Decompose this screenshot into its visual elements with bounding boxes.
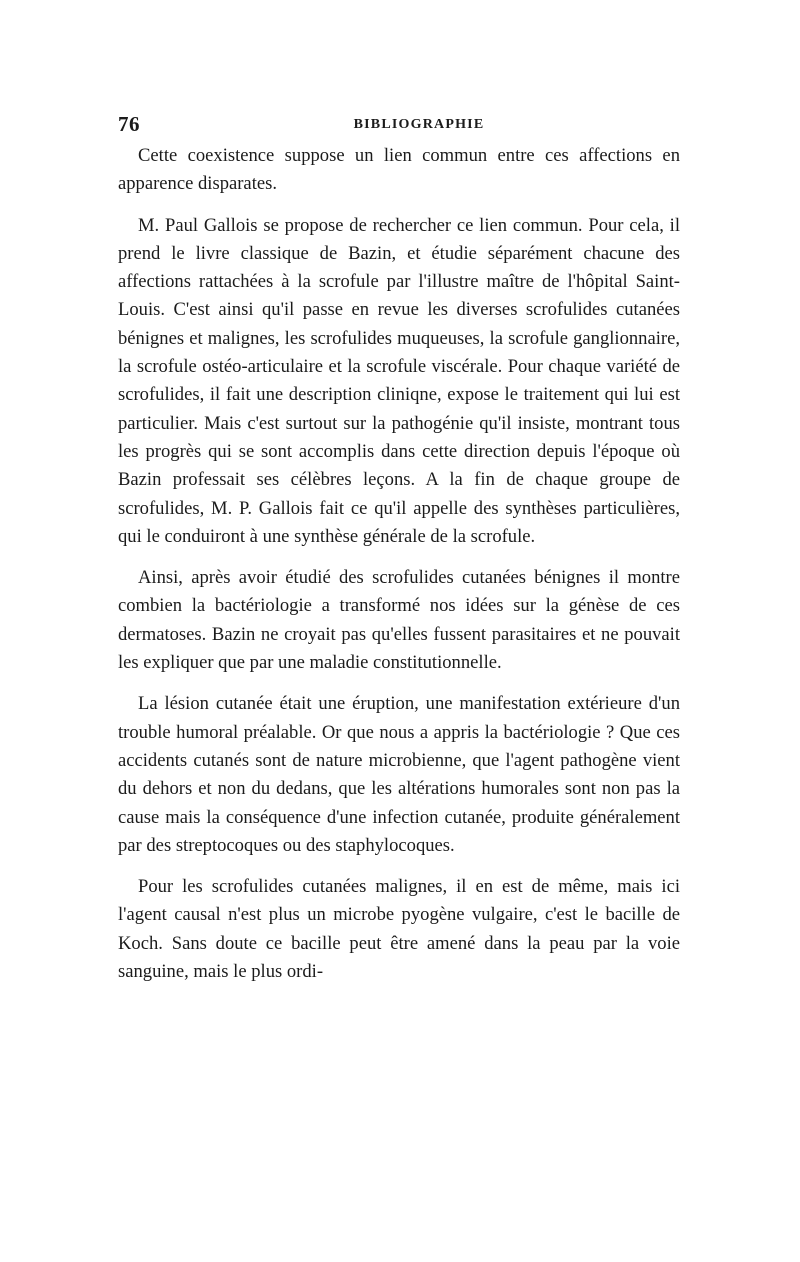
- page-number: 76: [118, 112, 140, 136]
- paragraph-3: Ainsi, après avoir étudié des scrofulides cutanées bénignes il montre combien la bactériologie a transformé nos idées sur la génèse de ces dermatoses. Bazin ne croyait pas qu'elles fussent parasitaires et ne pouvait les expliquer que par une maladie constitutionnelle.: [118, 567, 680, 674]
- page-header: [118, 112, 680, 142]
- paragraph-1: Cette coexistence suppose un lien commun entre ces affections en apparence disparates.: [118, 145, 680, 195]
- body-text: [118, 142, 680, 986]
- paragraph-5: Pour les scrofulides cutanées malignes, il en est de même, mais ici l'agent causal n'est plus un microbe pyogène vulgaire, c'est le bacille de Koch. Sans doute ce bacille peut être amené dans la peau par la voie sanguine, mais le plus ordi-: [118, 876, 680, 983]
- book-page: [118, 112, 680, 999]
- running-title: BIBLIOGRAPHIE: [353, 117, 485, 132]
- paragraph-4: La lésion cutanée était une éruption, une manifestation extérieure d'un trouble humoral préalable. Or que nous a appris la bactériologie ? Que ces accidents cutanés sont de nature microbienne, que l'agent pathogène vient du dehors et non du dedans, que les altérations humorales sont non pas la cause mais la conséquence d'une infection cutanée, produite généralement par des streptocoques ou des staphylocoques.: [118, 693, 680, 856]
- paragraph-2: M. Paul Gallois se propose de rechercher ce lien commun. Pour cela, il prend le livre classique de Bazin, et étudie séparément chacune des affections rattachées à la scrofule par l'illustre maître de l'hôpital Saint-Louis. C'est ainsi qu'il passe en revue les diverses scrofulides cutanées bénignes et malignes, les scrofulides muqueuses, la scrofule ganglionnaire, la scrofule ostéo-articulaire et la scrofule viscérale. Pour chaque variété de scrofulides, il fait une description cliniqne, expose le traitement qui lui est particulier. Mais c'est surtout sur la pathogénie qu'il insiste, montrant tous les progrès qui se sont accomplis dans cette direction depuis l'époque où Bazin professait ses célèbres leçons. A la fin de chaque groupe de scrofulides, M. P. Gallois fait ce qu'il appelle des synthèses particulières, qui le conduiront à une synthèse générale de la scrofule.: [118, 214, 680, 547]
